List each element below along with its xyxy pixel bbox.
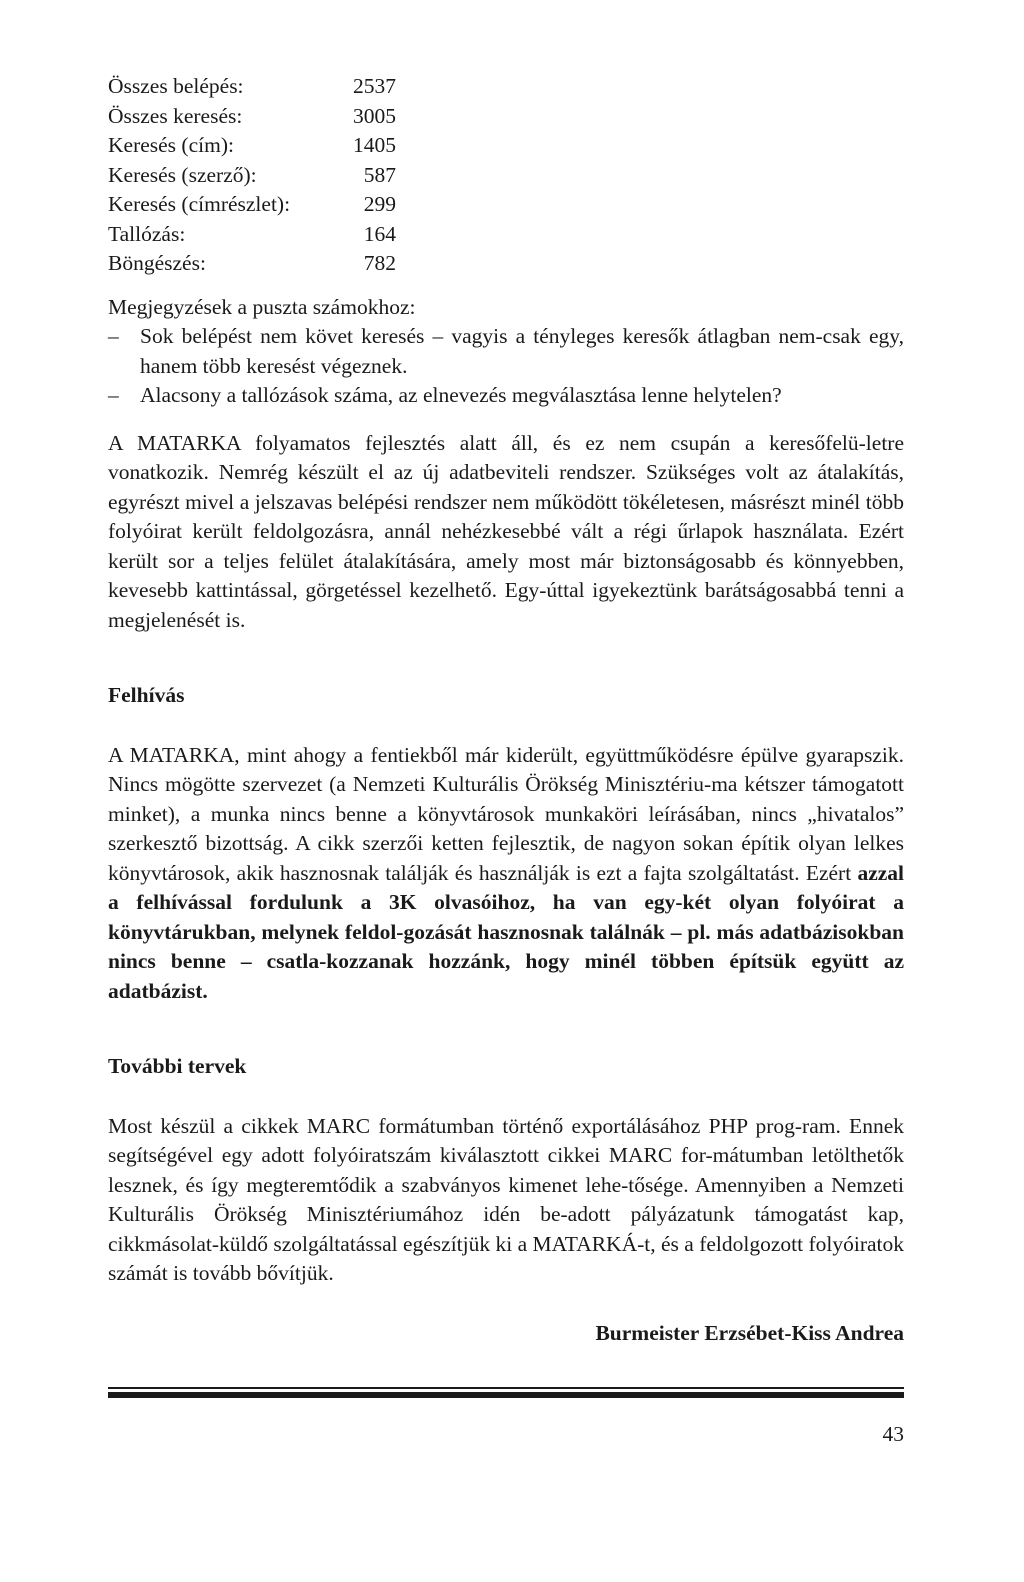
divider-thick [108, 1392, 904, 1398]
felhivas-heading: Felhívás [108, 683, 185, 707]
stat-value: 587 [363, 162, 396, 187]
intro-paragraph: A MATARKA folyamatos fejlesztés alatt áll, és ez nem csupán a keresőfelü-letre vonatkozik. Nemrég készült el az új adatbeviteli rendszer. Szükséges volt az átalakítás, egyrészt mivel a jelszavas belépési rendszer nem működött tökéletesen, másrészt minél több folyóirat került feldolgozásra, annál nehézkesebbé vált a régi űrlapok használata. Ezért került sor a teljes felület átalakítására, amely most már biztonságosabb és könnyebben, kevesebb kattintással, görgetéssel kezelhető. Egy-úttal igyekeztünk barátságosabbá tenni a megjelenését is. [108, 430, 904, 632]
notes-list [108, 322, 904, 411]
stat-value: 299 [363, 192, 396, 216]
stat-value: 782 [363, 251, 396, 275]
felhivas-section [108, 681, 904, 1006]
page-number: 43 [882, 1422, 904, 1446]
statistics-list [108, 72, 904, 279]
stat-value: 164 [363, 221, 396, 246]
felhivas-paragraph [108, 741, 904, 1007]
page-content [108, 72, 904, 1348]
tervek-heading: További tervek [108, 1054, 247, 1078]
felhivas-bold-text: azzal a felhívással fordulunk a 3K olvasóihoz, ha van egy-két olyan folyóirat a könyvtárukban, melynek feldol-gozását hasznosnak találnák – pl. más adatbázisokban nincs benne – csatla-kozzanak hozzánk, hogy minél többen építsük együtt az adatbázist. [108, 860, 904, 1003]
stat-label: Keresés (szerző): [108, 162, 257, 187]
tervek-section [108, 1052, 904, 1289]
dash-bullet: – [108, 324, 119, 348]
note-text: Alacsony a tallózások száma, az elnevezés megválasztása lenne helytelen? [140, 383, 782, 407]
notes-title: Megjegyzések a puszta számokhoz: [108, 294, 416, 319]
stat-label: Összes keresés: [108, 103, 243, 128]
stat-row [108, 190, 904, 220]
dash-bullet: – [108, 383, 119, 407]
note-text: Sok belépést nem követ keresés – vagyis a tényleges keresők átlagban nem-csak egy, hanem több keresést végeznek. [140, 324, 904, 378]
stat-value: 2537 [353, 74, 396, 98]
stat-label: Keresés (cím): [108, 133, 234, 157]
note-item [108, 381, 904, 411]
stat-label: Összes belépés: [108, 74, 244, 98]
stat-label: Tallózás: [108, 221, 186, 246]
divider-thin [108, 1387, 904, 1389]
stat-row [108, 220, 904, 250]
footer-rules [108, 1387, 904, 1398]
tervek-paragraph: Most készül a cikkek MARC formátumban történő exportálásához PHP prog-ram. Ennek segítségével egy adott folyóiratszám kiválasztott cikkei MARC for-mátumban letölthetők lesznek, és így megteremtődik a szabványos kimenet lehe-tősége. Amennyiben a Nemzeti Kulturális Örökség Minisztériumához idén be-adott pályázatunk támogatást kap, cikkmásolat-küldő szolgáltatással egészítjük ki a MATARKÁ-t, és a feldolgozott folyóiratok számát is tovább bővítjük. [108, 1113, 904, 1285]
stat-value: 3005 [353, 103, 396, 128]
note-item [108, 322, 904, 381]
felhivas-text: A MATARKA, mint ahogy a fentiekből már kiderült, együttműködésre épülve gyarapszik. Nincs mögötte szervezet (a Nemzeti Kulturális Örökség Minisztériu-ma kétszer támogatott minket), a munka nincs benne a könyvtárosok munkaköri leírásában, nincs „hivatalos” szerkesztő bizottság. A cikk szerzői ketten fejlesztik, de nagyon sokan építik olyan lelkes könyvtárosok, akik hasznosnak találják és használják is ezt a fajta szolgáltatást. Ezért [108, 742, 904, 885]
stat-label: Keresés (címrészlet): [108, 192, 291, 216]
stat-label: Böngészés: [108, 251, 206, 275]
stat-row [108, 72, 904, 102]
stat-row [108, 161, 904, 191]
stat-row [108, 102, 904, 132]
stat-row [108, 131, 904, 161]
stat-row [108, 249, 904, 279]
author-signature: Burmeister Erzsébet-Kiss Andrea [595, 1320, 904, 1345]
stat-value: 1405 [353, 133, 396, 157]
